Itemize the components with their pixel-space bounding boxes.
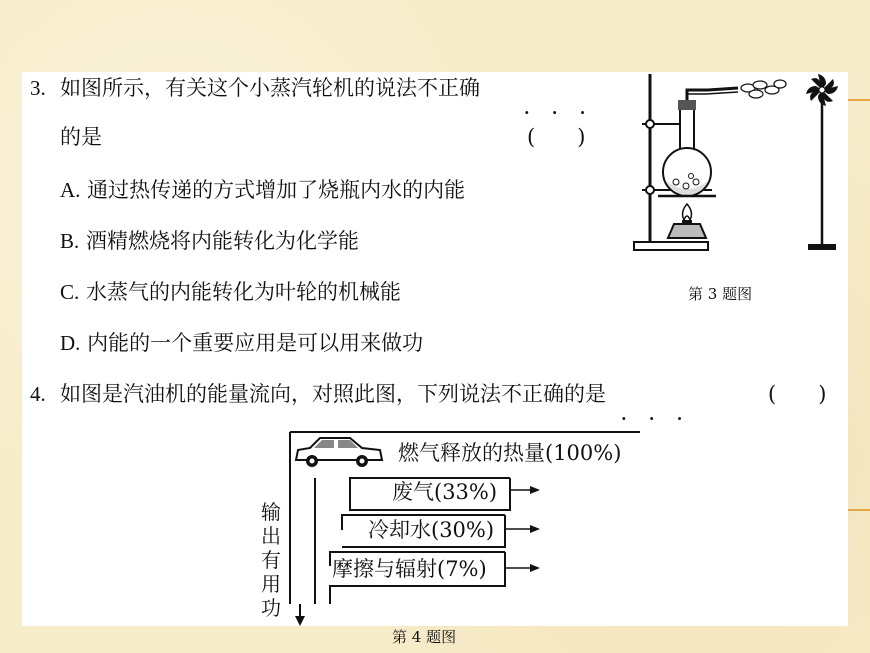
q4-output-work-label: 输 出 有 用 功	[261, 500, 281, 620]
q4-answer-paren: ( )	[768, 382, 827, 406]
q4-stem: 如图是汽油机的能量流向，对照此图，下列说法不正确的是	[60, 382, 606, 406]
q3-answer-paren: ( )	[527, 125, 586, 149]
q3-option-d: D. 内能的一个重要应用是可以用来做功	[60, 331, 424, 355]
q3-stem-start: 如图所示，有关这个小蒸汽轮机的说法	[60, 76, 417, 100]
q4-loss-friction-label: 摩擦与辐射(7%)	[332, 557, 487, 581]
q3-stem-line1	[60, 78, 480, 99]
q3-number: 3.	[30, 76, 46, 100]
q3-emphasis: 不正确	[417, 76, 480, 100]
car-icon	[296, 438, 382, 467]
q3-stem-line2: 的是	[60, 125, 102, 149]
decorative-accent-line-bottom	[848, 509, 870, 511]
q4-loss-cooling-label: 冷却水(30%)	[368, 518, 495, 542]
q3-option-c: C. 水蒸气的内能转化为叶轮的机械能	[60, 280, 401, 304]
q3-figure-caption: 第 3 题图	[688, 285, 753, 303]
q3-emphasis-dots: · · ·	[524, 103, 586, 122]
decorative-accent-line-top	[848, 99, 870, 101]
q4-emphasis-dots: · · ·	[621, 409, 683, 428]
q4-number: 4.	[30, 382, 46, 406]
q4-figure-caption: 第 4 题图	[392, 628, 457, 646]
q4-emphasis: 不正确	[501, 382, 564, 406]
q3-option-b: B. 酒精燃烧将内能转化为化学能	[60, 229, 359, 253]
q3-figure-steam-turbine	[628, 72, 848, 262]
q4-loss-exhaust-label: 废气(33%)	[392, 480, 498, 504]
q3-option-a: A. 通过热传递的方式增加了烧瓶内水的内能	[60, 178, 466, 202]
q4-total-heat-label: 燃气释放的热量(100%)	[398, 441, 622, 465]
